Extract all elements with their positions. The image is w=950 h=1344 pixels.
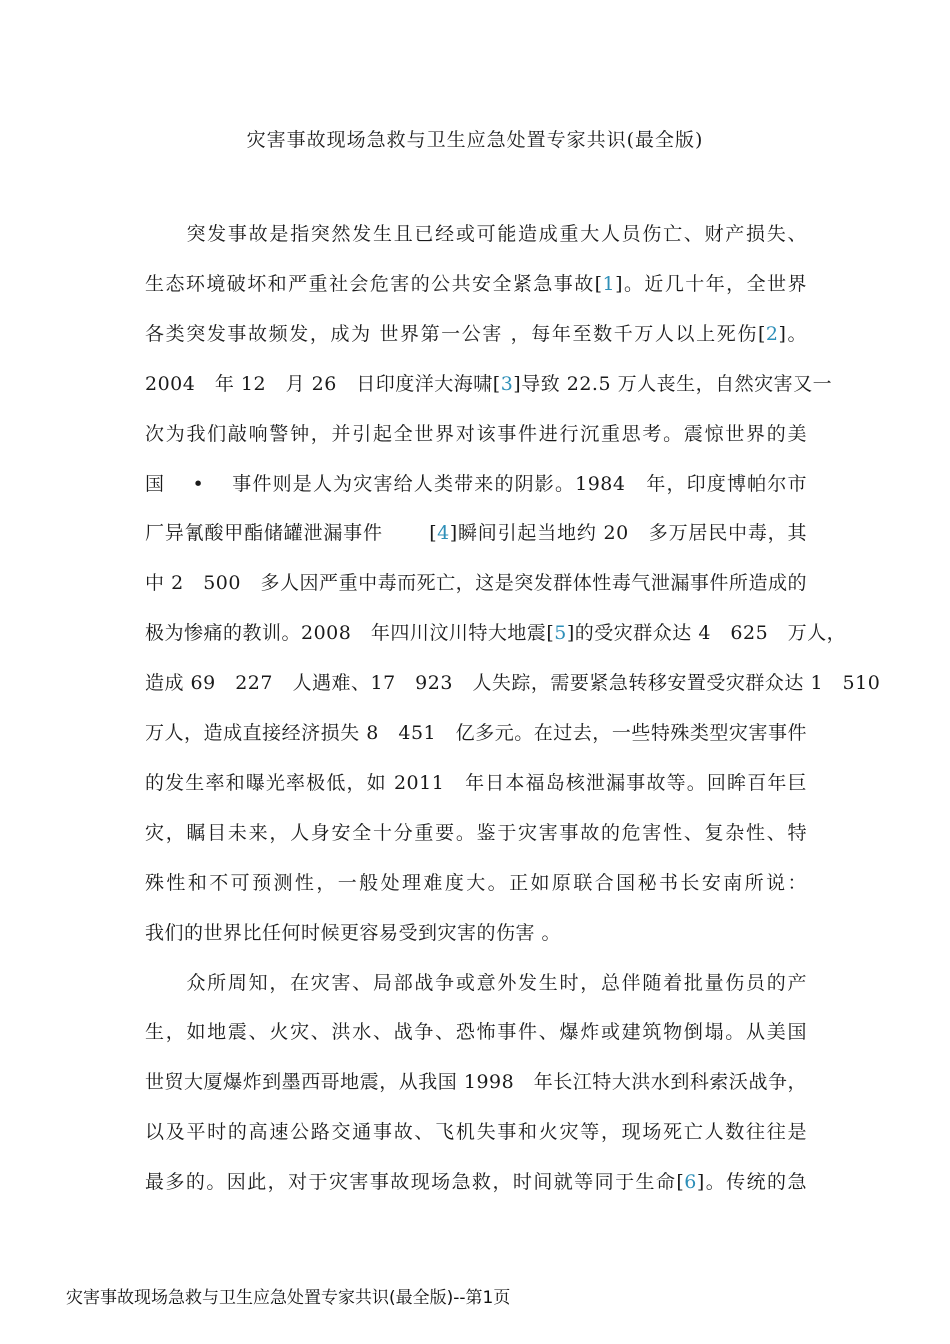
text-line: [145, 269, 807, 299]
document-title: 灾害事故现场急救与卫生应急处置专家共识(最全版): [246, 129, 704, 151]
text-segment: 厂异氰酸甲酯储罐泄漏事件 [: [145, 522, 438, 545]
citation-link[interactable]: 6: [684, 1171, 697, 1194]
text-segment: ]。近几十年，全世界: [615, 272, 807, 295]
text-segment: 最多的。因此，对于灾害事故现场急救，时间就等同于生命[: [145, 1171, 685, 1194]
text-segment: ]。: [778, 322, 807, 345]
text-line: 的发生率和曝光率极低，如 2011 年日本福岛核泄漏事故等。回眸百年巨: [145, 771, 807, 794]
text-line: 生，如地震、火灾、洪水、战争、恐怖事件、爆炸或建筑物倒塌。从美国: [145, 1021, 807, 1044]
citation-link[interactable]: 1: [602, 272, 616, 295]
text-segment: ]瞬间引起当地约 20 多万居民中毒，其: [449, 522, 807, 545]
text-line: [145, 1167, 807, 1197]
text-segment: 极为惨痛的教训。2008 年四川汶川特大地震[: [145, 622, 555, 645]
text-line: 殊性和不可预测性，一般处理难度大。正如原联合国秘书长安南所说：: [145, 871, 807, 894]
text-segment: ]。传统的急: [696, 1171, 807, 1194]
text-line: 世贸大厦爆炸到墨西哥地震，从我国 1998 年长江特大洪水到科索沃战争，: [145, 1071, 807, 1094]
text-line: 以及平时的高速公路交通事故、飞机失事和火灾等，现场死亡人数往往是: [145, 1121, 807, 1144]
text-line: 灾，瞩目未来，人身安全十分重要。鉴于灾害事故的危害性、复杂性、特: [145, 821, 807, 844]
text-line: 次为我们敲响警钟，并引起全世界对该事件进行沉重思考。震惊世界的美: [145, 422, 807, 445]
text-segment: 生态环境破坏和严重社会危害的公共安全紧急事故[: [145, 272, 603, 295]
text-line: 万人，造成直接经济损失 8 451 亿多元。在过去，一些特殊类型灾害事件: [145, 722, 807, 744]
citation-link[interactable]: 2: [765, 322, 779, 345]
citation-link[interactable]: 4: [437, 522, 450, 545]
text-line: 众所周知，在灾害、局部战争或意外发生时，总伴随着批量伤员的产: [145, 971, 807, 994]
text-line: 造成 69 227 人遇难、17 923 人失踪，需要紧急转移安置受灾群众达 1 510: [145, 672, 881, 695]
text-segment: ]的受灾群众达 4 625 万人，: [566, 622, 847, 645]
text-line: [145, 618, 847, 648]
text-segment: ]导致 22.5 万人丧生，自然灾害又一: [513, 372, 833, 395]
text-line: 突发事故是指突然发生且已经或可能造成重大人员伤亡、财产损失、: [145, 223, 807, 245]
text-segment: 2004 年 12 月 26 日印度洋大海啸[: [145, 372, 501, 395]
text-line: [145, 319, 807, 349]
text-line: 中 2 500 多人因严重中毒而死亡，这是突发群体性毒气泄漏事件所造成的: [145, 572, 807, 595]
citation-link[interactable]: 5: [554, 622, 567, 645]
page-footer: 灾害事故现场急救与卫生应急处置专家共识(最全版)--第1页: [66, 1288, 511, 1308]
text-line: 我们的世界比任何时候更容易受到灾害的伤害 。: [145, 921, 562, 944]
text-line: [145, 518, 807, 548]
text-line: 国 • 事件则是人为灾害给人类带来的阴影。1984 年，印度博帕尔市: [145, 472, 807, 495]
citation-link[interactable]: 3: [500, 372, 514, 395]
text-line: [145, 369, 833, 399]
text-segment: 各类突发事故频发，成为 世界第一公害 ，每年至数千万人以上死伤[: [145, 322, 766, 345]
